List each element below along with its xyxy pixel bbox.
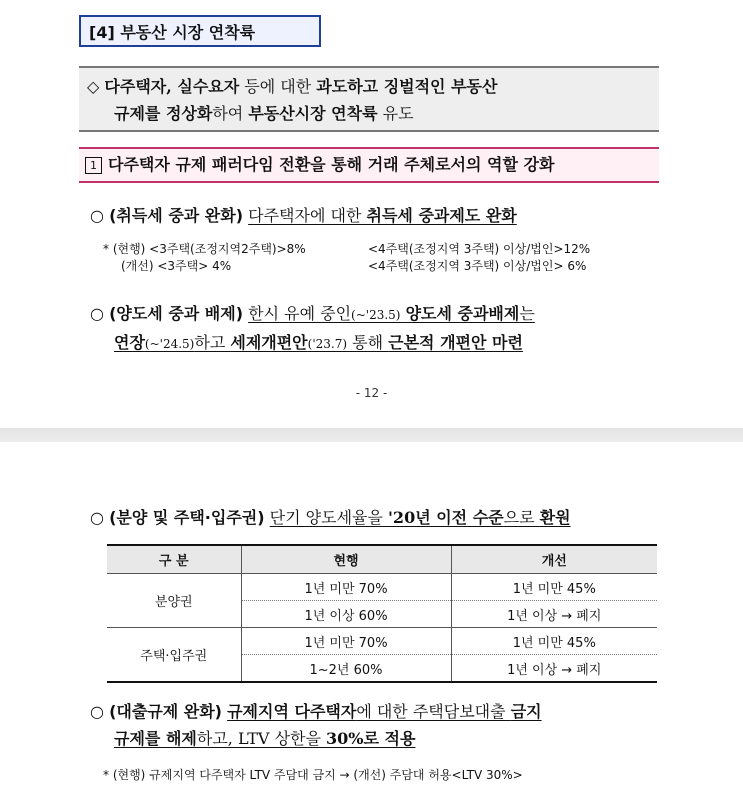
bullet-text-part: 한시 유예 중인 xyxy=(248,304,352,323)
page-number: - 12 - xyxy=(355,386,388,400)
table-cell-current: 1년 미만 70% xyxy=(241,574,451,601)
table-group-label: 분양권 xyxy=(107,574,241,628)
bullet-emphasis: 규제지역 다주택자 xyxy=(227,702,357,721)
table-cell-improved: 1년 미만 45% xyxy=(451,574,657,601)
bullet-text-part: 단기 양도세율을 xyxy=(269,508,389,527)
note-loan-regulation: * (현행) 규제지역 다주택자 LTV 주담대 금지 → (개선) 주담대 허용<LTV 30%> xyxy=(103,768,523,782)
bullet-text-part: 하고 xyxy=(194,333,231,352)
bullet-loan-regulation xyxy=(90,698,542,752)
table-header-category: 구 분 xyxy=(107,545,241,574)
bullet-text xyxy=(114,333,523,352)
bullet-text xyxy=(248,206,517,225)
bullet-acquisition-tax xyxy=(90,202,517,229)
summary-text: 하여 xyxy=(212,104,249,123)
circle-bullet-icon: ○ xyxy=(90,508,104,527)
table-row xyxy=(107,574,657,601)
summary-emphasis: 규제를 정상화 xyxy=(114,104,213,123)
diamond-icon: ◇ xyxy=(87,77,100,96)
document-page-2 xyxy=(0,442,743,795)
bullet-text xyxy=(227,702,542,721)
bullet-text-part: 통해 xyxy=(347,333,389,352)
bullet-emphasis: '20년 이전 수준 xyxy=(388,508,504,527)
bullet-emphasis: 30%로 적용 xyxy=(326,729,416,748)
subheading xyxy=(79,147,659,183)
bullet-line-2 xyxy=(90,725,542,752)
note-text: <4주택(조정지역 3주택) 이상/법인> 6% xyxy=(368,259,587,273)
bullet-label: (양도세 중과 배제) xyxy=(109,304,244,323)
table-cell-improved: 1년 이상 → 폐지 xyxy=(451,601,657,628)
subheading-number: 1 xyxy=(85,157,102,174)
page-separator xyxy=(0,428,743,442)
note-row-improved xyxy=(103,258,663,275)
tax-comparison-table xyxy=(107,544,657,683)
bullet-presale-rights xyxy=(90,504,571,531)
note-text: * (현행) <3주택(조정지역2주택)>8% xyxy=(103,242,306,256)
bullet-text xyxy=(270,508,571,527)
section-title: [4] 부동산 시장 연착륙 xyxy=(79,15,321,47)
bullet-emphasis: 금지 xyxy=(510,702,542,721)
summary-emphasis: 과도하고 징벌적인 부동산 xyxy=(316,77,498,96)
bullet-emphasis: 규제를 해제 xyxy=(114,729,197,748)
bullet-label: (대출규제 완화) xyxy=(109,702,222,721)
bullet-text-part: 에 대한 주택담보대출 xyxy=(356,702,511,721)
bullet-capital-gains-tax xyxy=(90,300,535,358)
table-row xyxy=(107,628,657,655)
summary-line-1 xyxy=(87,73,659,100)
summary-text: 유도 xyxy=(377,104,414,123)
bullet-label: (분양 및 주택·입주권) xyxy=(109,508,265,527)
bullet-text-part: 하고, LTV 상한을 xyxy=(196,729,327,748)
table-header-improved: 개선 xyxy=(451,545,657,574)
summary-emphasis: 부동산시장 연착륙 xyxy=(248,104,378,123)
bullet-label: (취득세 중과 완화) xyxy=(109,206,244,225)
bullet-emphasis: 근본적 개편안 마련 xyxy=(388,333,523,352)
table-cell-current: 1~2년 60% xyxy=(241,655,451,683)
note-text: (개선) <3주택> 4% xyxy=(121,259,232,273)
bullet-text-part: 으로 xyxy=(503,508,540,527)
table-cell-improved: 1년 미만 45% xyxy=(451,628,657,655)
table-cell-improved: 1년 이상 → 폐지 xyxy=(507,662,602,678)
summary-line-2 xyxy=(87,100,659,127)
table-header-row xyxy=(107,545,657,574)
table-header-current: 현행 xyxy=(241,545,451,574)
bullet-date: (~'23.5) xyxy=(351,308,401,322)
bullet-text xyxy=(248,304,535,323)
bullet-emphasis: 환원 xyxy=(539,508,571,527)
bullet-date: ('23.7) xyxy=(307,337,348,351)
bullet-emphasis: 양도세 중과배제 xyxy=(405,304,520,323)
subheading-text: 다주택자 규제 패러다임 전환을 통해 거래 주체로서의 역할 강화 xyxy=(108,155,555,174)
table-cell-current: 1년 미만 70% xyxy=(241,628,451,655)
note-row-current xyxy=(103,241,663,258)
summary-emphasis: 다주택자, 실수요자 xyxy=(104,77,240,96)
bullet-text-part: 다주택자에 대한 xyxy=(248,206,367,225)
bullet-line-1 xyxy=(90,300,535,329)
bullet-text-part: 는 xyxy=(519,304,535,323)
note-text: <4주택(조정지역 3주택) 이상/법인>12% xyxy=(368,242,591,256)
bullet-line-2 xyxy=(90,329,535,358)
note-acquisition-tax xyxy=(103,241,663,275)
circle-bullet-icon: ○ xyxy=(90,206,104,225)
bullet-emphasis: 세제개편안 xyxy=(230,333,308,352)
bullet-line-1 xyxy=(90,698,542,725)
circle-bullet-icon: ○ xyxy=(90,702,104,721)
summary-text: 등에 대한 xyxy=(239,77,317,96)
circle-bullet-icon: ○ xyxy=(90,304,104,323)
bullet-emphasis: 연장 xyxy=(114,333,145,352)
bullet-emphasis: 취득세 중과제도 완화 xyxy=(366,206,517,225)
table-cell-current: 1년 이상 60% xyxy=(241,601,451,628)
bullet-date: (~'24.5) xyxy=(144,337,195,351)
table-group-label: 주택·입주권 xyxy=(107,628,241,683)
summary-box xyxy=(79,66,659,132)
bullet-text xyxy=(114,729,415,748)
